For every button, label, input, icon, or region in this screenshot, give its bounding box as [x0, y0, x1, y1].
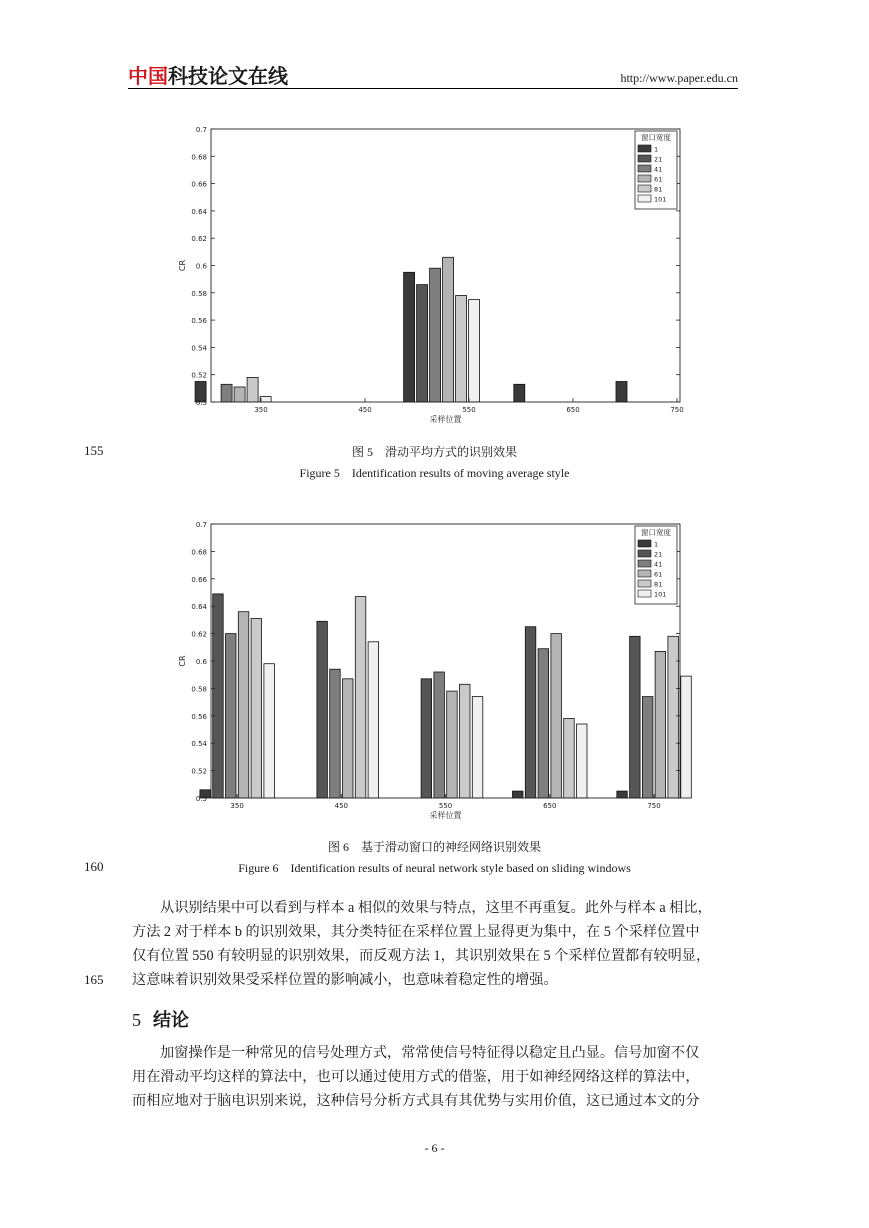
bar-550-series-41 — [434, 672, 445, 798]
legend-swatch-81 — [638, 185, 651, 192]
y-tick-label: 0.62 — [191, 630, 207, 639]
legend-swatch-21 — [638, 550, 651, 557]
line-number-155: 155 — [84, 443, 104, 458]
bar-650-series-101 — [577, 724, 588, 798]
paragraph-line: 而相应地对于脑电识别来说，这种信号分析方式具有其优势与实用价值，这已通过本文的分 — [132, 1093, 700, 1109]
line-number-160: 160 — [84, 859, 104, 874]
y-tick-label: 0.64 — [191, 207, 207, 216]
y-tick-label: 0.5 — [195, 399, 207, 407]
logo-red-text: 中国 — [128, 64, 168, 88]
legend-label-61: 61 — [654, 570, 663, 579]
y-tick-label: 0.56 — [191, 317, 207, 326]
paragraph-line: 加窗操作是一种常见的信号处理方式，常常使信号特征得以稳定且凸显。信号加窗不仅 — [160, 1045, 700, 1061]
y-tick-label: 0.7 — [195, 126, 207, 134]
y-tick-label: 0.7 — [195, 521, 207, 529]
legend-label-81: 81 — [654, 185, 663, 194]
bar-550-series-61 — [443, 257, 454, 402]
bar-650-series-1 — [513, 791, 524, 798]
x-tick-label: 350 — [254, 406, 268, 414]
bar-750-series-61 — [655, 651, 666, 798]
legend-label-1: 1 — [654, 540, 659, 549]
legend-label-21: 21 — [654, 155, 663, 164]
paragraph-conclusion — [132, 1041, 738, 1113]
bar-550-series-81 — [456, 296, 467, 403]
bar-550-series-1 — [404, 272, 415, 402]
legend-title: 窗口宽度 — [641, 528, 671, 537]
x-tick-label: 450 — [358, 406, 372, 414]
legend-swatch-1 — [638, 145, 651, 152]
y-tick-label: 0.6 — [195, 658, 207, 666]
figure6-caption-cn: 图 6 基于滑动窗口的神经网络识别效果 — [327, 840, 541, 854]
x-tick-label: 550 — [438, 802, 453, 810]
paragraph-line: 用在滑动平均这样的算法中，也可以通过使用方式的借鉴，用于如神经网络这样的算法中， — [132, 1069, 700, 1085]
x-tick-label: 550 — [462, 406, 476, 414]
bar-750-series-101 — [681, 676, 692, 798]
line-number-165: 165 — [84, 972, 104, 987]
bar-550-series-21 — [417, 285, 428, 402]
figure5-chart — [165, 118, 705, 430]
x-axis-label: 采样位置 — [429, 415, 462, 424]
figure5-caption-en: Figure 5 Identification results of moving average style — [299, 466, 570, 480]
legend-swatch-41 — [638, 165, 651, 172]
legend-label-21: 21 — [654, 550, 663, 559]
x-tick-label: 750 — [647, 802, 661, 810]
bar-550-series-21 — [421, 679, 432, 798]
x-tick-label: 750 — [670, 406, 684, 414]
bar-450-series-21 — [317, 621, 328, 798]
legend-label-41: 41 — [654, 165, 663, 174]
section-number: 5 — [132, 1010, 141, 1030]
legend-label-61: 61 — [654, 175, 663, 184]
bar-350-series-101 — [264, 664, 275, 798]
bar-650-series-81 — [564, 719, 575, 799]
bar-350-series-61 — [238, 612, 249, 798]
y-tick-label: 0.5 — [195, 795, 207, 803]
legend-swatch-1 — [638, 540, 651, 547]
section-title: 结论 — [153, 1010, 189, 1031]
y-tick-label: 0.64 — [191, 603, 207, 612]
x-axis-label: 采样位置 — [429, 811, 462, 820]
y-tick-label: 0.56 — [191, 712, 207, 721]
bar-550-series-101 — [472, 697, 483, 798]
bar-350-series-21 — [213, 594, 224, 798]
bar-450-series-101 — [368, 642, 379, 798]
bar-650-series-21 — [525, 627, 536, 798]
figure6-chart — [165, 514, 705, 824]
bar-750-series-21 — [630, 636, 641, 798]
bar-750-series-81 — [668, 636, 679, 798]
bar-350-series-81 — [251, 619, 262, 799]
bar-550-series-81 — [460, 684, 471, 798]
paragraph-line: 这意味着识别效果受采样位置的影响减小，也意味着稳定性的增强。 — [132, 972, 558, 988]
bar-550-series-41 — [430, 268, 441, 402]
bar-650-series-61 — [551, 634, 562, 798]
y-tick-label: 0.6 — [195, 262, 207, 271]
page-number: - 6 - — [424, 1141, 445, 1155]
bar-350-series-41 — [221, 384, 232, 402]
paragraph-line: 仅有位置 550 有较明显的识别效果，而反观方法 1，其识别效果在 5 个采样位置都有较明显， — [132, 948, 711, 964]
y-axis-label: CR — [178, 655, 187, 667]
legend-swatch-21 — [638, 155, 651, 162]
legend-swatch-61 — [638, 175, 651, 182]
header-rule — [128, 88, 738, 89]
y-tick-label: 0.66 — [191, 180, 207, 189]
paragraph-results — [132, 896, 738, 992]
legend-title: 窗口宽度 — [641, 133, 671, 142]
y-tick-label: 0.62 — [191, 235, 207, 244]
paragraph-line: 方法 2 对于样本 b 的识别效果，其分类特征在采样位置上显得更为集中，在 5 个采样位置中 — [132, 924, 700, 940]
x-tick-label: 650 — [566, 406, 580, 414]
legend-label-101: 101 — [654, 590, 667, 599]
y-tick-label: 0.58 — [191, 289, 207, 298]
bar-350-series-41 — [226, 634, 237, 798]
logo-dark-text: 科技论文在线 — [168, 64, 288, 88]
bar-650-series-1 — [514, 384, 525, 402]
section-heading — [132, 1006, 189, 1032]
legend-label-1: 1 — [654, 145, 659, 154]
header-url: http://www.paper.edu.cn — [620, 71, 738, 85]
y-tick-label: 0.54 — [191, 740, 207, 749]
legend-label-41: 41 — [654, 560, 663, 569]
legend-swatch-61 — [638, 570, 651, 577]
bar-450-series-81 — [355, 597, 366, 798]
bar-350-series-81 — [247, 377, 258, 402]
figure6-caption-en: Figure 6 Identification results of neural network style based on sliding windows — [238, 861, 631, 875]
bar-750-series-1 — [617, 791, 628, 798]
bar-450-series-41 — [330, 669, 341, 798]
y-tick-label: 0.52 — [191, 767, 207, 776]
paragraph-line: 从识别结果中可以看到与样本 a 相似的效果与特点，这里不再重复。此外与样本 a 相比， — [160, 900, 712, 916]
x-tick-label: 450 — [334, 802, 349, 810]
legend-label-81: 81 — [654, 580, 663, 589]
journal-logo — [128, 60, 288, 89]
y-axis-label: CR — [178, 259, 187, 272]
bar-750-series-41 — [642, 697, 653, 798]
bar-450-series-61 — [343, 679, 354, 798]
y-tick-label: 0.52 — [191, 371, 207, 380]
legend-swatch-101 — [638, 195, 651, 202]
bar-350-series-101 — [260, 397, 271, 403]
x-tick-label: 650 — [543, 802, 557, 810]
bar-750-series-1 — [616, 382, 627, 403]
bar-550-series-61 — [447, 691, 458, 798]
legend-label-101: 101 — [654, 195, 667, 204]
legend-swatch-101 — [638, 590, 651, 597]
y-tick-label: 0.68 — [191, 548, 207, 557]
plot-frame — [211, 524, 680, 798]
legend-swatch-81 — [638, 580, 651, 587]
y-tick-label: 0.54 — [191, 344, 207, 353]
y-tick-label: 0.66 — [191, 575, 207, 584]
y-tick-label: 0.58 — [191, 685, 207, 694]
figure5-caption-cn: 图 5 滑动平均方式的识别效果 — [351, 445, 517, 459]
bar-550-series-101 — [469, 300, 480, 402]
bar-350-series-61 — [234, 387, 245, 402]
y-tick-label: 0.68 — [191, 153, 207, 162]
bar-650-series-41 — [538, 649, 549, 798]
x-tick-label: 350 — [230, 802, 244, 810]
legend-swatch-41 — [638, 560, 651, 567]
